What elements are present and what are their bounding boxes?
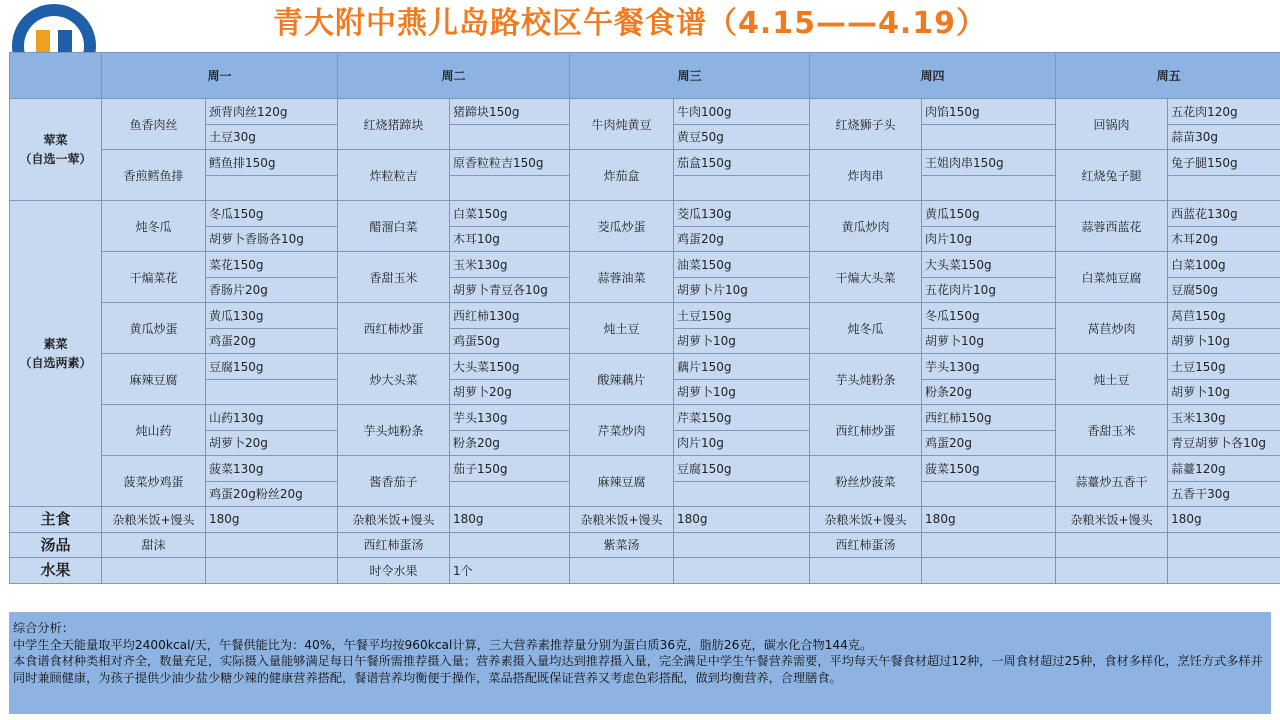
ingredient: 粉条20g [922,379,1056,405]
table-row [10,99,1280,125]
table-row [10,456,1280,482]
dish-name: 红烧猪蹄块 [338,99,450,150]
dish-name: 时令水果 [338,558,450,584]
dish-name: 麻辣豆腐 [102,354,206,405]
ingredient: 油菜150g [674,252,810,278]
table-row [10,405,1280,431]
dish-name: 芋头炖粉条 [338,405,450,456]
ingredient: 西红柿150g [922,405,1056,431]
category-note: （自选两素） [19,355,92,370]
ingredient: 冬瓜150g [922,303,1056,329]
dish-name: 紫菜汤 [570,532,674,558]
ingredient [922,124,1056,150]
category-name: 素菜 [43,337,68,352]
ingredient: 玉米130g [450,252,570,278]
ingredient: 白菜150g [450,201,570,227]
dish-name [1056,558,1168,584]
analysis-line-1: 中学生全天能量取平均2400kcal/天，午餐供能比为：40%，午餐平均按960kcal计算，三大营养素推荐量分别为蛋白质36克，脂肪26克，碳水化合物144克。 [13,637,873,652]
ingredient: 白菜100g [1168,252,1280,278]
day-header-fri: 周五 [1056,53,1280,99]
dish-name [102,558,206,584]
ingredient: 豆腐50g [1168,277,1280,303]
ingredient: 鸡蛋20g [674,226,810,252]
amount [450,532,570,558]
ingredient [450,124,570,150]
dish-name [570,558,674,584]
dish-name: 炖冬瓜 [810,303,922,354]
dish-name: 鱼香肉丝 [102,99,206,150]
dish-name: 杂粮米饭+馒头 [1056,507,1168,533]
ingredient: 鸡蛋50g [450,328,570,354]
analysis-panel [9,612,1271,714]
ingredient: 王姐肉串150g [922,150,1056,176]
ingredient: 原香粒粒吉150g [450,150,570,176]
table-row [10,201,1280,227]
ingredient: 胡萝卜片10g [674,277,810,303]
ingredient: 胡萝卜10g [1168,379,1280,405]
dish-name: 杂粮米饭+馒头 [338,507,450,533]
ingredient: 牛肉100g [674,99,810,125]
ingredient: 菠菜130g [206,456,338,482]
ingredient: 肉馅150g [922,99,1056,125]
ingredient: 冬瓜150g [206,201,338,227]
ingredient: 香肠片20g [206,277,338,303]
ingredient [206,379,338,405]
category-name: 荤菜 [43,133,68,148]
ingredient: 茄子150g [450,456,570,482]
ingredient: 五香干30g [1168,481,1280,507]
ingredient: 青豆胡萝卜各10g [1168,430,1280,456]
dish-name: 炸茄盒 [570,150,674,201]
ingredient: 胡萝卜20g [206,430,338,456]
ingredient: 胡萝卜10g [674,379,810,405]
ingredient: 藕片150g [674,354,810,380]
ingredient: 胡萝卜青豆各10g [450,277,570,303]
dish-name: 干煸菜花 [102,252,206,303]
ingredient: 芋头130g [922,354,1056,380]
amount [1168,558,1280,584]
dish-name: 西红柿蛋汤 [338,532,450,558]
ingredient: 莴苣150g [1168,303,1280,329]
ingredient: 木耳10g [450,226,570,252]
dish-name: 酱香茄子 [338,456,450,507]
dish-name: 麻辣豆腐 [570,456,674,507]
dish-name: 牛肉炖黄豆 [570,99,674,150]
ingredient: 西蓝花130g [1168,201,1280,227]
analysis-heading: 综合分析： [13,621,74,635]
ingredient [922,175,1056,201]
ingredient: 胡萝卜香肠各10g [206,226,338,252]
dish-name: 香甜玉米 [1056,405,1168,456]
ingredient: 颈背肉丝120g [206,99,338,125]
dish-name: 酸辣藕片 [570,354,674,405]
ingredient: 蒜苗30g [1168,124,1280,150]
dish-name: 香甜玉米 [338,252,450,303]
dish-name: 茭瓜炒蛋 [570,201,674,252]
ingredient [450,175,570,201]
ingredient: 兔子腿150g [1168,150,1280,176]
dish-name: 炸粒粒吉 [338,150,450,201]
amount: 1个 [450,558,570,584]
ingredient: 大头菜150g [450,354,570,380]
dish-name: 黄瓜炒肉 [810,201,922,252]
ingredient: 茭瓜130g [674,201,810,227]
amount [922,558,1056,584]
day-header-thu: 周四 [810,53,1056,99]
ingredient: 肉片10g [922,226,1056,252]
ingredient: 黄瓜150g [922,201,1056,227]
amount [206,558,338,584]
table-row [10,507,1280,533]
table-row [10,354,1280,380]
ingredient: 猪蹄块150g [450,99,570,125]
dish-name: 莴苣炒肉 [1056,303,1168,354]
dish-name: 醋溜白菜 [338,201,450,252]
ingredient: 胡萝卜10g [1168,328,1280,354]
dish-name: 西红柿蛋汤 [810,532,922,558]
ingredient: 黄瓜130g [206,303,338,329]
dish-name: 红烧兔子腿 [1056,150,1168,201]
dish-name: 黄瓜炒蛋 [102,303,206,354]
ingredient: 木耳20g [1168,226,1280,252]
dish-name: 炖土豆 [570,303,674,354]
dish-name: 芋头炖粉条 [810,354,922,405]
ingredient: 鸡蛋20g [922,430,1056,456]
dish-name: 炖冬瓜 [102,201,206,252]
day-header-mon: 周一 [102,53,338,99]
analysis-line-2: 本食谱食材种类相对齐全，数量充足，实际摄入量能够满足每日午餐所需推荐摄入量；营养素摄入量均达到推荐摄入量，完全满足中学生午餐营养需要，平均每天午餐食材超过12种，一周食材超过25种，食材多样化，烹饪方式多样并同时兼顾健康，为孩子提供少油少盐少糖少辣的健康营养搭配，餐谱营养均衡便于操作，菜品搭配既保证营养又考虑色彩搭配，做到均衡营养，合理膳食。 [13,654,1263,685]
ingredient: 胡萝卜10g [674,328,810,354]
ingredient [206,175,338,201]
page-title: 青大附中燕儿岛路校区午餐食谱（4.15——4.19） [272,6,988,41]
amount: 180g [206,507,338,533]
ingredient: 鳕鱼排150g [206,150,338,176]
ingredient: 肉片10g [674,430,810,456]
dish-name: 粉丝炒菠菜 [810,456,922,507]
ingredient: 蒜薹120g [1168,456,1280,482]
ingredient: 芹菜150g [674,405,810,431]
dish-name: 炒大头菜 [338,354,450,405]
category-meat [10,99,102,201]
ingredient: 胡萝卜10g [922,328,1056,354]
amount [1168,532,1280,558]
ingredient: 胡萝卜20g [450,379,570,405]
day-header-tue: 周二 [338,53,570,99]
dish-name: 杂粮米饭+馒头 [570,507,674,533]
category-veg [10,201,102,507]
ingredient: 五花肉120g [1168,99,1280,125]
header-corner [10,53,102,99]
ingredient: 土豆30g [206,124,338,150]
amount [922,532,1056,558]
dish-name: 蒜蓉油菜 [570,252,674,303]
ingredient: 豆腐150g [206,354,338,380]
table-row [10,303,1280,329]
category-soup: 汤品 [10,532,102,558]
dish-name: 甜沫 [102,532,206,558]
day-header-wed: 周三 [570,53,810,99]
dish-name: 香煎鳕鱼排 [102,150,206,201]
dish-name: 炖山药 [102,405,206,456]
table-row [10,150,1280,176]
amount [674,558,810,584]
dish-name: 蒜薹炒五香干 [1056,456,1168,507]
ingredient: 土豆150g [1168,354,1280,380]
dish-name: 回锅肉 [1056,99,1168,150]
dish-name: 菠菜炒鸡蛋 [102,456,206,507]
table-row [10,252,1280,278]
ingredient: 大头菜150g [922,252,1056,278]
table-row [10,532,1280,558]
ingredient: 菜花150g [206,252,338,278]
dish-name: 西红柿炒蛋 [810,405,922,456]
dish-name [1056,532,1168,558]
dish-name: 炸肉串 [810,150,922,201]
category-fruit: 水果 [10,558,102,584]
ingredient: 豆腐150g [674,456,810,482]
dish-name: 杂粮米饭+馒头 [810,507,922,533]
dish-name: 炖土豆 [1056,354,1168,405]
ingredient: 五花肉片10g [922,277,1056,303]
amount: 180g [450,507,570,533]
ingredient: 粉条20g [450,430,570,456]
dish-name: 白菜炖豆腐 [1056,252,1168,303]
amount [674,532,810,558]
ingredient [1168,175,1280,201]
ingredient: 鸡蛋20g [206,328,338,354]
amount: 180g [922,507,1056,533]
amount: 180g [674,507,810,533]
ingredient [674,481,810,507]
ingredient: 山药130g [206,405,338,431]
header-row [10,53,1280,99]
dish-name: 干煸大头菜 [810,252,922,303]
dish-name: 蒜蓉西蓝花 [1056,201,1168,252]
dish-name: 红烧狮子头 [810,99,922,150]
dish-name: 芹菜炒肉 [570,405,674,456]
ingredient: 鸡蛋20g粉丝20g [206,481,338,507]
ingredient: 菠菜150g [922,456,1056,482]
ingredient: 茄盒150g [674,150,810,176]
ingredient [674,175,810,201]
dish-name: 杂粮米饭+馒头 [102,507,206,533]
table-row [10,558,1280,584]
amount: 180g [1168,507,1280,533]
category-staple: 主食 [10,507,102,533]
ingredient: 土豆150g [674,303,810,329]
amount [206,532,338,558]
ingredient [922,481,1056,507]
ingredient [450,481,570,507]
dish-name: 西红柿炒蛋 [338,303,450,354]
category-note: （自选一荤） [19,151,92,166]
ingredient: 黄豆50g [674,124,810,150]
ingredient: 西红柿130g [450,303,570,329]
menu-table [9,52,1280,584]
ingredient: 芋头130g [450,405,570,431]
dish-name [810,558,922,584]
ingredient: 玉米130g [1168,405,1280,431]
